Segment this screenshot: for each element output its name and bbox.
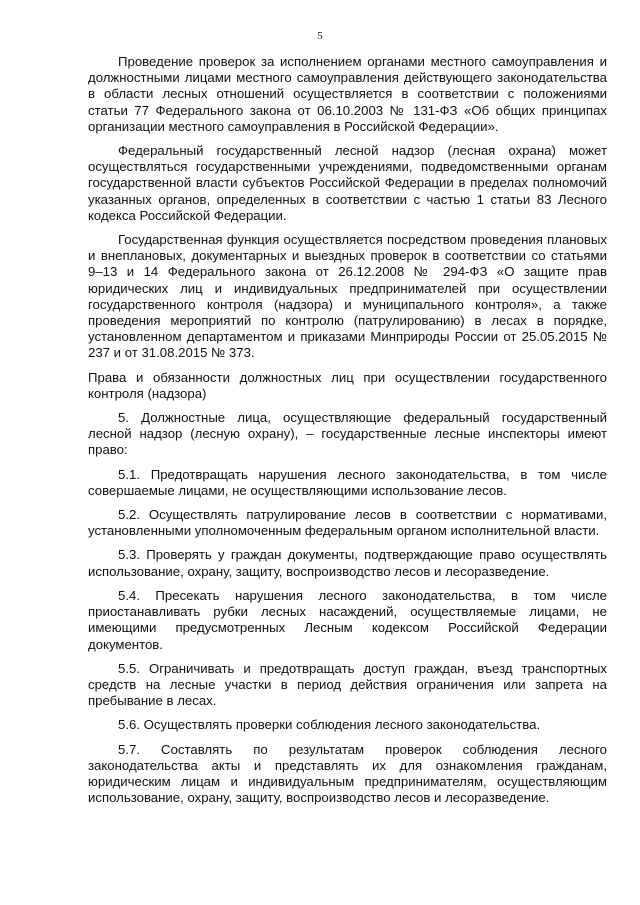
paragraph-item-5-4: 5.4. Пресекать нарушения лесного законодательства, в том числе приостанавливать рубки лесных насаждений, осуществляемые лицами, не имеющими предусмотренных Лесным кодексом Российской Федерации документов. [88,587,607,652]
page-number: 5 [317,30,323,42]
section-heading-rights-duties: Права и обязанности должностных лиц при осуществлении государственного контроля (надзора) [88,369,607,401]
paragraph-item-5: 5. Должностные лица, осуществляющие федеральный государственный лесной надзор (лесную охрану), – государственные лесные инспекторы имеют право: [88,410,607,458]
paragraph-inspections-local-government: Проведение проверок за исполнением органами местного самоуправления и должностными лицами местного самоуправления действующего законодательства в области лесных отношений осуществляется в соответствии с положениями статьи 77 Федерального закона от 06.10.2003 № 131-ФЗ «Об общих принципах организации местного самоуправления в Российской Федерации». [88,54,607,134]
paragraph-forest-supervision-institutions: Федеральный государственный лесной надзор (лесная охрана) может осуществляться государственными учреждениями, подведомственными органам государственной власти субъектов Российской Федерации в пределах полномочий указанных органов, определенных в соответствии с частью 1 статьи 83 Лесного кодекса Российской Федерации. [88,143,607,223]
document-body [88,54,607,814]
paragraph-item-5-2: 5.2. Осуществлять патрулирование лесов в соответствии с нормативами, установленными уполномоченным федеральным органом исполнительной власти. [88,507,607,539]
paragraph-item-5-1: 5.1. Предотвращать нарушения лесного законодательства, в том числе совершаемые лицами, не осуществляющими использование лесов. [88,466,607,498]
paragraph-state-function: Государственная функция осуществляется посредством проведения плановых и внеплановых, документарных и выездных проверок в соответствии со статьями 9–13 и 14 Федерального закона от 26.12.2008 № 294-ФЗ «О защите прав юридических лиц и индивидуальных предпринимателей при осуществлении государственного контроля (надзора) и муниципального контроля», а также проведения мероприятий по контролю (патрулированию) в лесах в порядке, установленном департаментом и приказами Минприроды России от 25.05.2015 № 237 и от 31.08.2015 № 373. [88,232,607,361]
paragraph-item-5-7: 5.7. Составлять по результатам проверок соблюдения лесного законодательства акты и представлять их для ознакомления гражданам, юридическим лицам и индивидуальным предпринимателям, осуществляющим использование, охрану, защиту, воспроизводство лесов и лесоразведение. [88,741,607,806]
paragraph-item-5-5: 5.5. Ограничивать и предотвращать доступ граждан, въезд транспортных средств на лесные участки в период действия ограничения или запрета на пребывание в лесах. [88,660,607,709]
paragraph-item-5-6: 5.6. Осуществлять проверки соблюдения лесного законодательства. [118,717,541,733]
paragraph-item-5-3: 5.3. Проверять у граждан документы, подтверждающие право осуществлять использование, охрану, защиту, воспроизводство лесов и лесоразведение. [88,547,607,579]
